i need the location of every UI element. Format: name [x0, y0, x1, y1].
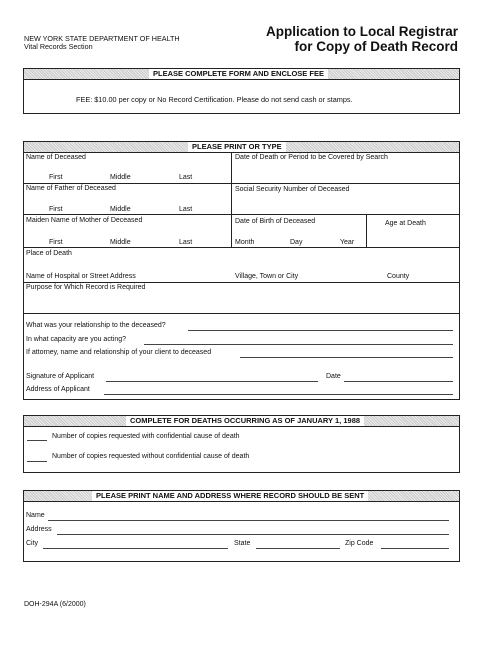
- mail-zip-field[interactable]: [381, 548, 449, 549]
- signature-field[interactable]: [106, 381, 318, 382]
- section-name: Vital Records Section: [24, 42, 93, 51]
- fee-section-heading: PLEASE COMPLETE FORM AND ENCLOSE FEE: [149, 69, 328, 79]
- mail-state-field[interactable]: [256, 548, 340, 549]
- attorney-field[interactable]: [240, 357, 453, 358]
- applicant-section-bar: [24, 142, 459, 153]
- form-id: DOH-294A (6/2000): [24, 601, 86, 608]
- name-of-deceased-label: Name of Deceased: [26, 154, 86, 161]
- applicant-address-label: Address of Applicant: [26, 386, 90, 393]
- mother-middle-label: Middle: [110, 239, 131, 246]
- capacity-field[interactable]: [144, 344, 453, 345]
- attorney-label: If attorney, name and relationship of your client to deceased: [26, 349, 212, 356]
- ssn-label: Social Security Number of Deceased: [235, 186, 350, 193]
- village-label: Village, Town or City: [235, 273, 299, 280]
- hospital-label: Name of Hospital or Street Address: [26, 273, 136, 280]
- copies-section: [23, 415, 460, 473]
- fee-section-bar: [24, 69, 459, 80]
- form-title-line2: for Copy of Death Record: [294, 39, 458, 54]
- mail-state-label: State: [234, 540, 251, 547]
- copies-without-cause-label: Number of copies requested without confidential cause of death: [52, 453, 250, 460]
- applicant-section-heading: PLEASE PRINT OR TYPE: [188, 142, 286, 152]
- copies-with-cause-label: Number of copies requested with confidential cause of death: [52, 433, 240, 440]
- mail-name-label: Name: [26, 512, 45, 519]
- father-last-label: Last: [179, 206, 193, 213]
- applicant-section: [23, 141, 460, 400]
- mailing-section-bar: [24, 491, 459, 502]
- mother-name-label: Maiden Name of Mother of Deceased: [26, 217, 143, 224]
- mail-zip-label: Zip Code: [345, 540, 374, 547]
- relationship-label: What was your relationship to the deceased?: [26, 322, 166, 329]
- department-name: NEW YORK STATE DEPARTMENT OF HEALTH: [24, 34, 180, 43]
- capacity-label: In what capacity are you acting?: [26, 336, 127, 343]
- header-department: [24, 35, 180, 51]
- mail-address-field[interactable]: [57, 534, 449, 535]
- dob-label: Date of Birth of Deceased: [235, 218, 316, 225]
- dob-year-label: Year: [340, 239, 355, 246]
- mail-name-field[interactable]: [48, 520, 449, 521]
- signature-label: Signature of Applicant: [26, 373, 95, 380]
- mail-address-label: Address: [26, 526, 52, 533]
- copies-without-cause-field[interactable]: [27, 461, 47, 462]
- form-title-line1: Application to Local Registrar: [265, 24, 458, 39]
- applicant-address-field[interactable]: [104, 394, 453, 395]
- place-of-death-label: Place of Death: [26, 250, 72, 257]
- mail-city-label: City: [26, 540, 39, 547]
- county-label: County: [387, 273, 410, 280]
- dob-day-label: Day: [290, 239, 303, 246]
- purpose-label: Purpose for Which Record is Required: [26, 284, 146, 291]
- deceased-first-label: First: [49, 174, 63, 181]
- copies-section-heading: COMPLETE FOR DEATHS OCCURRING AS OF JANUARY 1, 1988: [126, 416, 364, 426]
- fee-text: FEE: $10.00 per copy or No Record Certification. Please do not send cash or stamps.: [76, 95, 353, 104]
- date-of-death-label: Date of Death or Period to be Covered by Search: [235, 154, 388, 161]
- mother-first-label: First: [49, 239, 63, 246]
- date-field[interactable]: [344, 381, 453, 382]
- age-at-death-label: Age at Death: [385, 220, 426, 227]
- date-label: Date: [326, 373, 341, 380]
- deceased-last-label: Last: [179, 174, 193, 181]
- mailing-section: [23, 490, 460, 562]
- father-middle-label: Middle: [110, 206, 131, 213]
- mother-last-label: Last: [179, 239, 193, 246]
- mail-city-field[interactable]: [43, 548, 228, 549]
- mailing-section-heading: PLEASE PRINT NAME AND ADDRESS WHERE RECORD SHOULD BE SENT: [92, 491, 368, 501]
- copies-section-bar: [24, 416, 459, 427]
- father-first-label: First: [49, 206, 63, 213]
- relationship-field[interactable]: [188, 330, 453, 331]
- form-title: [266, 24, 458, 54]
- father-name-label: Name of Father of Deceased: [26, 185, 116, 192]
- deceased-middle-label: Middle: [110, 174, 131, 181]
- copies-with-cause-field[interactable]: [27, 440, 47, 441]
- fee-section: [23, 68, 460, 114]
- dob-month-label: Month: [235, 239, 255, 246]
